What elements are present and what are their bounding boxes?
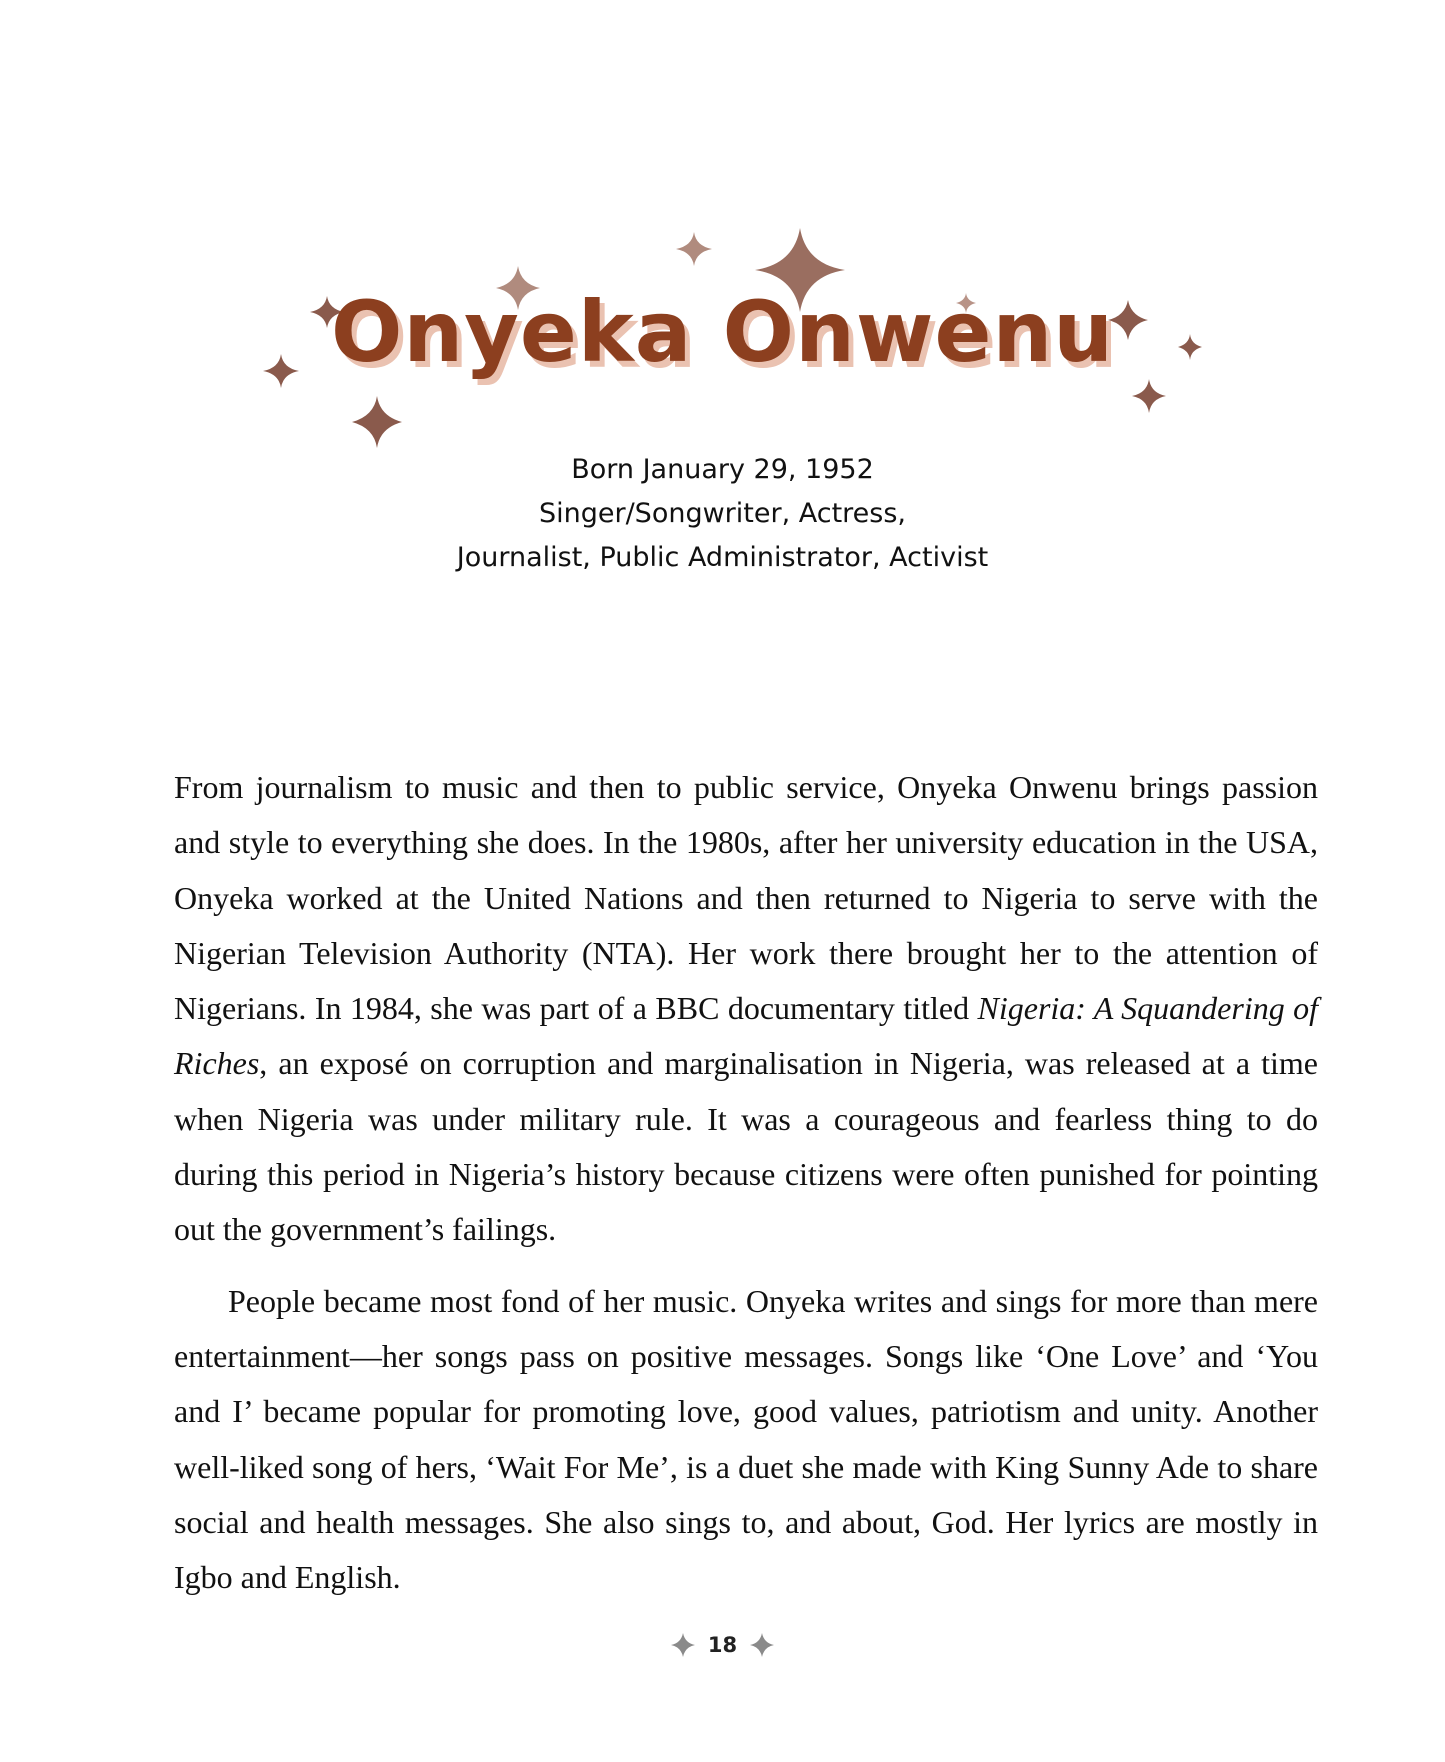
page-title: Onyeka Onwenu (330, 283, 1115, 381)
body-text (174, 760, 1318, 1605)
roles-line-2: Journalist, Public Administrator, Activist (456, 542, 989, 573)
footer-sparkle-right-icon (749, 1632, 775, 1658)
sparkle-icon (1132, 379, 1166, 413)
paragraph-1 (174, 760, 1318, 1258)
paragraph-1-intro: From journalism to music and then to public service, Onyeka Onwenu brings passion and style to everything she does. In the 1980s, after her university education in the USA, Onyeka worked at the United Nations and then returned to Nigeria to serve with the Nigerian Television Authority (NTA). Her work there brought her to the attention of Nigerians. In 1984, she was part of a BBC documentary titled (174, 769, 1318, 1027)
footer-sparkle-left-icon (670, 1632, 696, 1658)
subtitle-block (0, 448, 1445, 580)
birth-date: Born January 29, 1952 (571, 454, 874, 485)
documentary-title: Nigeria: A Squandering of Riches (174, 990, 1319, 1082)
paragraph-1-rest: , an exposé on corruption and marginalisation in Nigeria, was released at a time when Nigeria was under military rule. It was a courageous and fearless thing to do during this period in Nigeria’s history because citizens were often punished for pointing out the government’s failings. (174, 1045, 1318, 1248)
page-footer (0, 1632, 1445, 1658)
sparkle-decoration (0, 0, 1445, 520)
page-number: 18 (707, 1633, 738, 1657)
sparkle-icon (352, 396, 402, 448)
roles-line-1: Singer/Songwriter, Actress, (538, 498, 907, 529)
paragraph-2: People became most fond of her music. Onyeka writes and sings for more than mere entertainment—her songs pass on positive messages. Songs like ‘One Love’ and ‘You and I’ became popular for promoting love, good values, patriotism and unity. Another well-liked song of hers, ‘Wait For Me’, is a duet she made with King Sunny Ade to share social and health messages. She also sings to, and about, God. Her lyrics are mostly in Igbo and English. (174, 1282, 1318, 1596)
sparkle-icon (676, 232, 712, 266)
